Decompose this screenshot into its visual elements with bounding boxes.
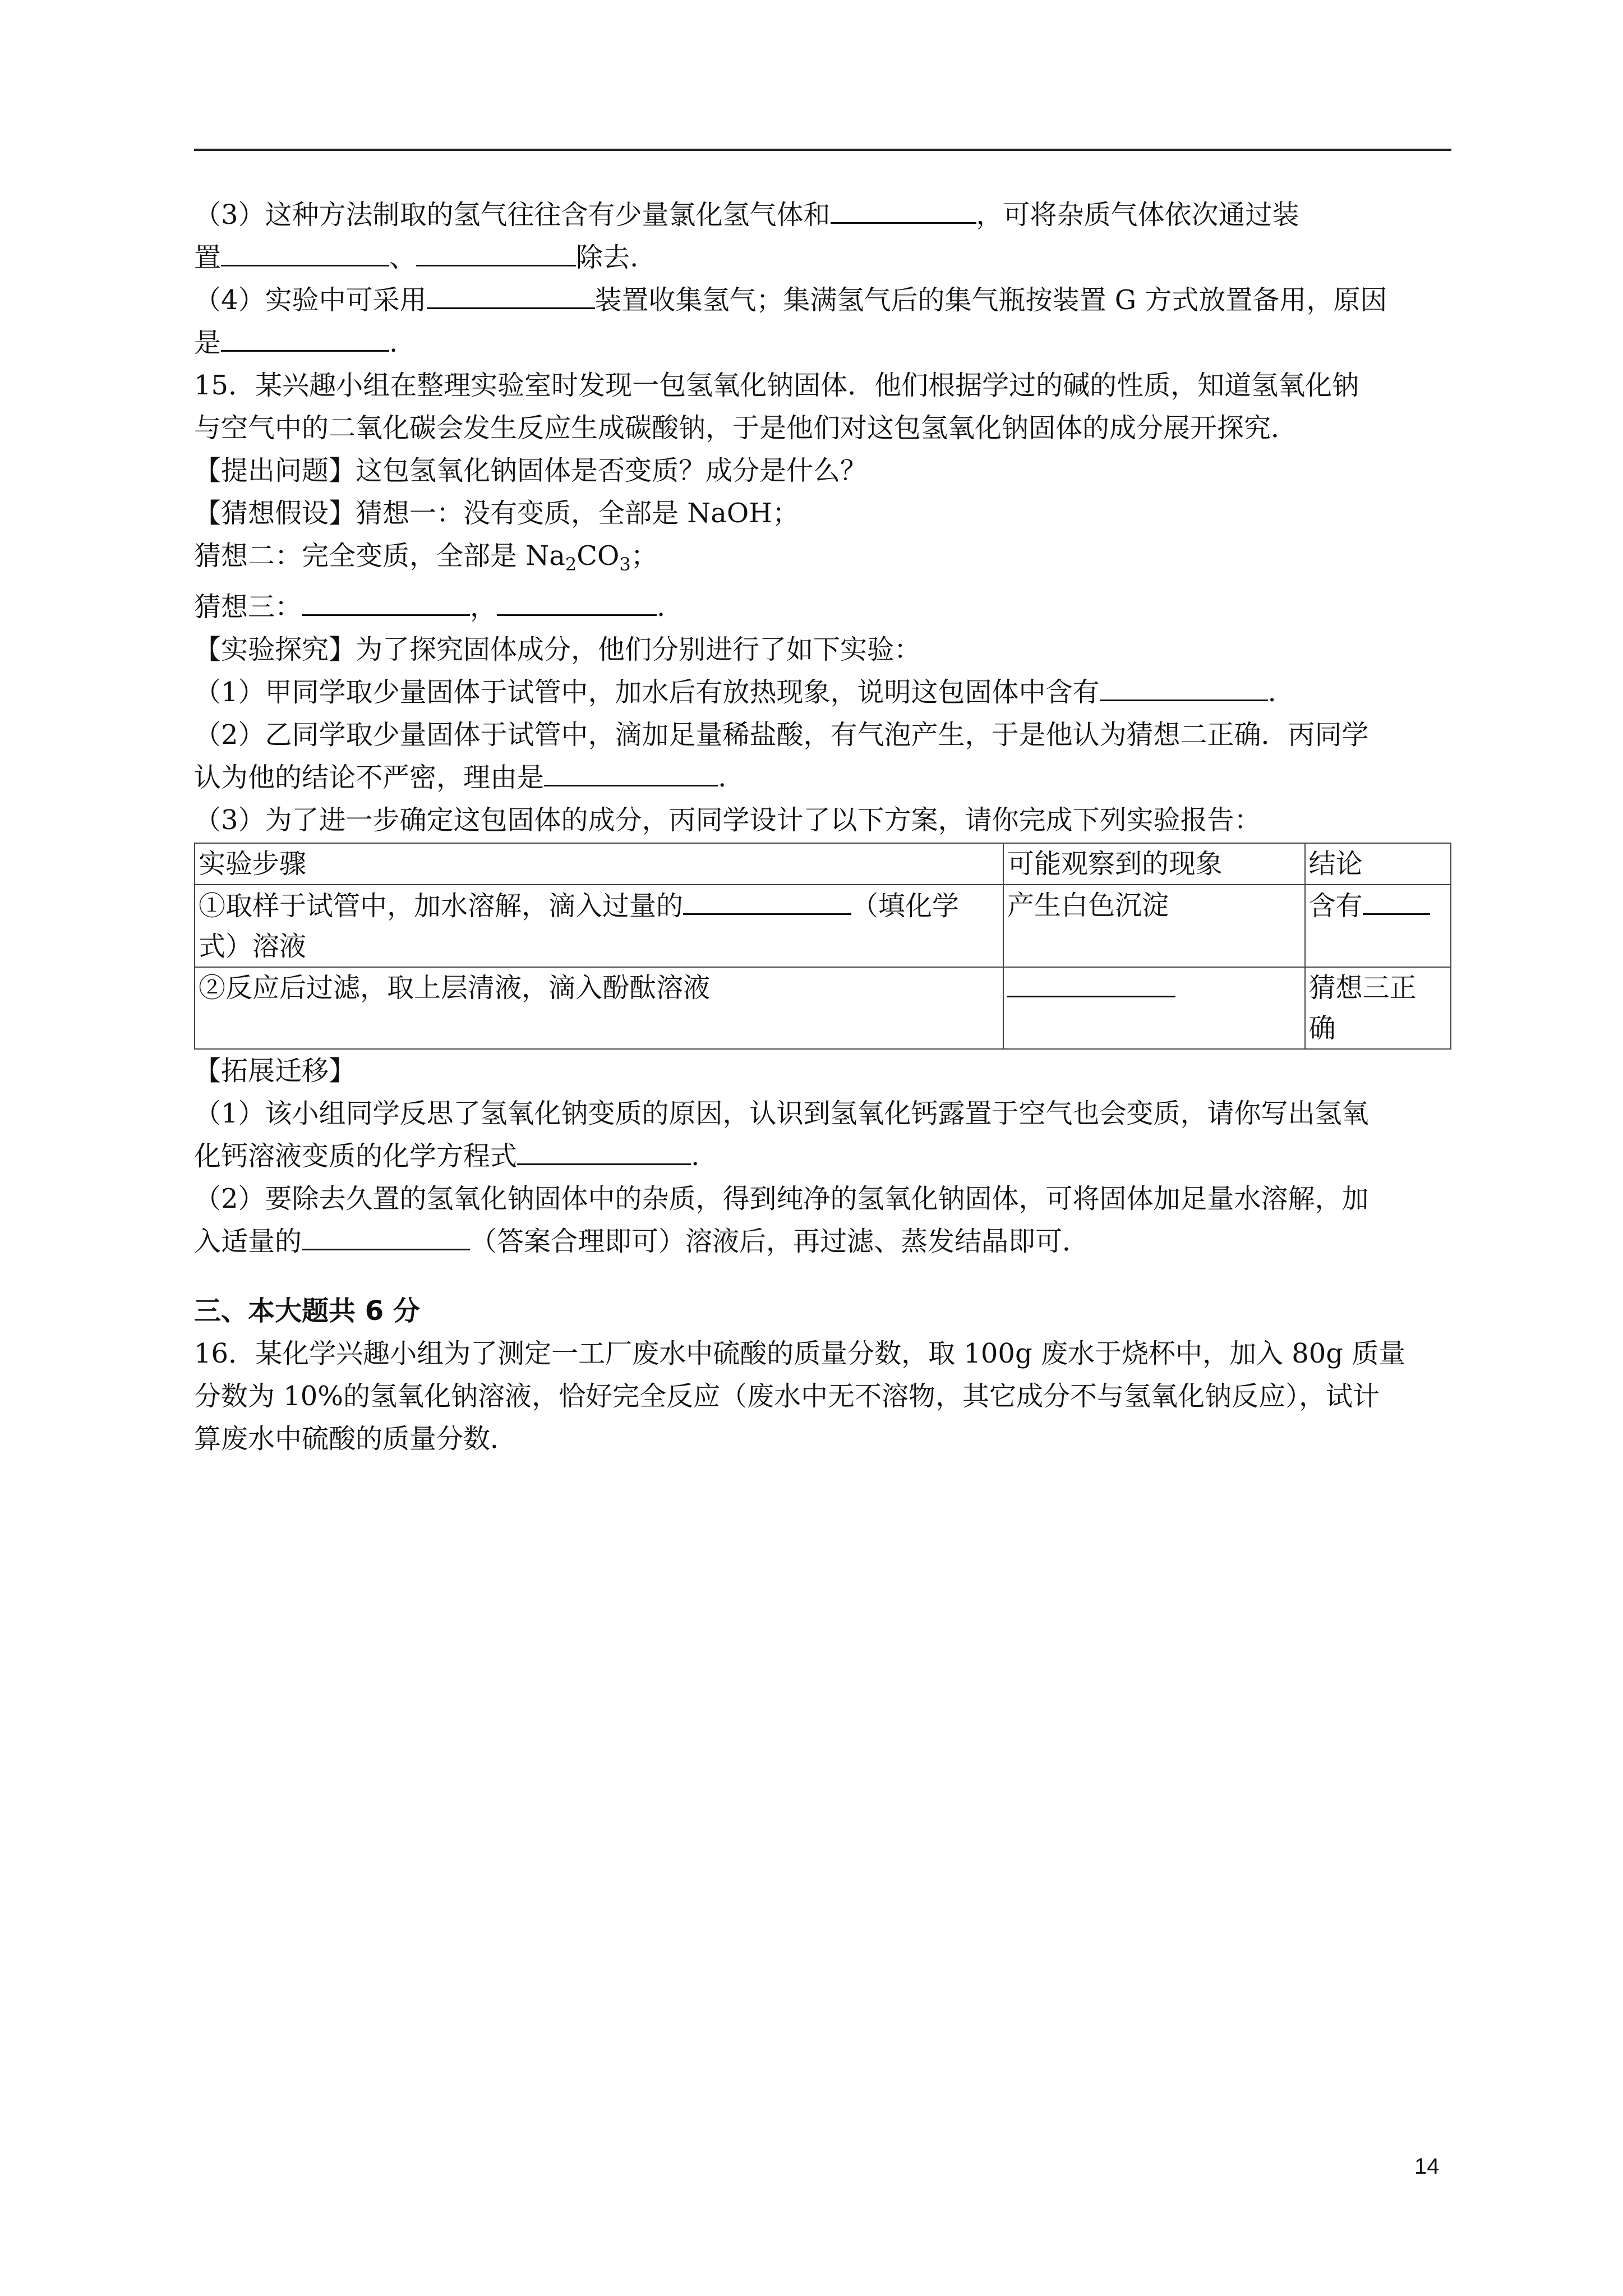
answer-blank[interactable] <box>1363 885 1430 915</box>
table-row <box>195 967 1451 1049</box>
text: CO <box>577 540 620 572</box>
subscript: 2 <box>565 554 577 575</box>
q15-exp2-line2 <box>194 756 1451 799</box>
table-header-cell: 实验步骤 <box>195 843 1003 885</box>
q14-part3-line1 <box>194 194 1451 236</box>
text: . <box>657 591 666 623</box>
q15-ext2-line1: （2）要除去久置的氢氧化钠固体中的杂质，得到纯净的氢氧化钠固体，可将固体加足量水溶解，加 <box>194 1183 1369 1214</box>
table-header-cell: 可能观察到的现象 <box>1003 843 1305 885</box>
q16-line1: 16．某化学兴趣小组为了测定一工厂废水中硫酸的质量分数，取 100g 废水于烧杯中，加入 80g 质量 <box>194 1338 1406 1369</box>
q15-guess1: 【猜想假设】猜想一：没有变质，全部是 NaOH； <box>194 498 800 529</box>
q15-question: 【提出问题】这包氢氧化钠固体是否变质？成分是什么？ <box>194 455 868 486</box>
section-heading: 三、本大题共 6 分 <box>194 1295 420 1327</box>
spacer <box>194 1263 1451 1290</box>
q16-line2: 分数为 10%的氢氧化钠溶液，恰好完全反应（废水中无不溶物，其它成分不与氢氧化钠反应），试计 <box>194 1381 1380 1412</box>
text: 置 <box>194 242 222 273</box>
answer-blank[interactable] <box>831 194 976 224</box>
answer-blank[interactable] <box>517 1135 691 1165</box>
answer-blank[interactable] <box>683 885 851 915</box>
text: . <box>1267 677 1276 708</box>
q15-exp2-line1: （2）乙同学取少量固体于试管中，滴加足量稀盐酸，有气泡产生，于是他认为猜想二正确．丙同学 <box>194 719 1369 751</box>
answer-blank[interactable] <box>427 279 595 309</box>
q15-ext1-line1: （1）该小组同学反思了氢氧化钠变质的原因，认识到氢氧化钙露置于空气也会变质，请你写出氢氧 <box>194 1098 1369 1129</box>
text: （3）这种方法制取的氢气往往含有少量氯化氢气体和 <box>194 199 831 231</box>
subscript: 3 <box>619 554 631 575</box>
experiment-report-table <box>194 843 1451 1050</box>
q15-line1: 15．某兴趣小组在整理实验室时发现一包氢氧化钠固体．他们根据学过的碱的性质，知道氢氧化钠 <box>194 370 1359 401</box>
table-cell-conclusion <box>1305 967 1451 1049</box>
text: 猜想三正 <box>1308 972 1417 1004</box>
page-number: 14 <box>1414 2154 1440 2179</box>
text: . <box>691 1140 700 1172</box>
answer-blank[interactable] <box>302 1221 470 1250</box>
text: 除去. <box>576 242 639 273</box>
answer-blank[interactable] <box>416 237 576 266</box>
text: （4）实验中可采用 <box>194 284 427 316</box>
header-rule <box>194 149 1451 151</box>
q15-extend: 【拓展迁移】 <box>194 1055 356 1087</box>
answer-blank[interactable] <box>1100 671 1268 701</box>
table-cell-observation: 产生白色沉淀 <box>1003 885 1305 967</box>
text: 、 <box>389 242 417 273</box>
text: ， <box>470 591 497 623</box>
table-header-cell: 结论 <box>1305 843 1451 885</box>
text: ，可将杂质气体依次通过装 <box>976 199 1299 231</box>
table-cell-step: ②反应后过滤，取上层清液，滴入酚酞溶液 <box>195 967 1003 1049</box>
q15-ext2-line2 <box>194 1220 1451 1263</box>
text: 式）溶液 <box>199 931 307 962</box>
text: ①取样于试管中，加水溶解，滴入过量的 <box>199 890 684 922</box>
text: 入适量的 <box>194 1226 302 1257</box>
answer-blank[interactable] <box>221 322 389 352</box>
q14-part4-line2 <box>194 321 1451 364</box>
text: （填化学 <box>851 890 960 922</box>
table-header-row <box>195 843 1451 885</box>
document-body <box>194 194 1451 1460</box>
table-cell-observation <box>1003 967 1305 1049</box>
text: . <box>718 762 727 793</box>
answer-blank[interactable] <box>221 237 389 266</box>
q15-explore: 【实验探究】为了探究固体成分，他们分别进行了如下实验： <box>194 634 921 665</box>
q15-ext1-line2 <box>194 1135 1451 1177</box>
answer-blank[interactable] <box>497 586 657 616</box>
q15-exp1 <box>194 671 1451 714</box>
answer-blank[interactable] <box>302 586 470 616</box>
answer-blank[interactable] <box>544 757 718 786</box>
q15-guess3 <box>194 586 1451 628</box>
text: 认为他的结论不严密，理由是 <box>194 762 545 793</box>
text: ； <box>630 540 658 572</box>
text: 含有 <box>1308 890 1363 922</box>
text: 确 <box>1308 1013 1336 1044</box>
text: （1）甲同学取少量固体于试管中，加水后有放热现象，说明这包固体中含有 <box>194 677 1100 708</box>
table-cell-step <box>195 885 1003 967</box>
table-row <box>195 885 1451 967</box>
text: （答案合理即可）溶液后，再过滤、蒸发结晶即可． <box>470 1226 1090 1257</box>
text: 装置收集氢气；集满氢气后的集气瓶按装置 G 方式放置备用，原因 <box>594 284 1387 316</box>
q15-line2: 与空气中的二氧化碳会发生反应生成碳酸钠，于是他们对这包氢氧化钠固体的成分展开探究． <box>194 412 1298 444</box>
q14-part4-line1 <box>194 279 1451 321</box>
text: 是 <box>194 327 222 358</box>
q15-guess2 <box>194 535 1451 586</box>
answer-blank[interactable] <box>1007 968 1175 997</box>
text: 化钙溶液变质的化学方程式 <box>194 1140 518 1172</box>
text: 猜想二：完全变质，全部是 Na <box>194 540 565 572</box>
q14-part3-line2 <box>194 236 1451 279</box>
q16-line3: 算废水中硫酸的质量分数． <box>194 1423 518 1455</box>
table-cell-conclusion <box>1305 885 1451 967</box>
text: . <box>389 327 398 358</box>
q15-exp3: （3）为了进一步确定这包固体的成分，丙同学设计了以下方案，请你完成下列实验报告： <box>194 804 1261 836</box>
text: 猜想三： <box>194 591 302 623</box>
